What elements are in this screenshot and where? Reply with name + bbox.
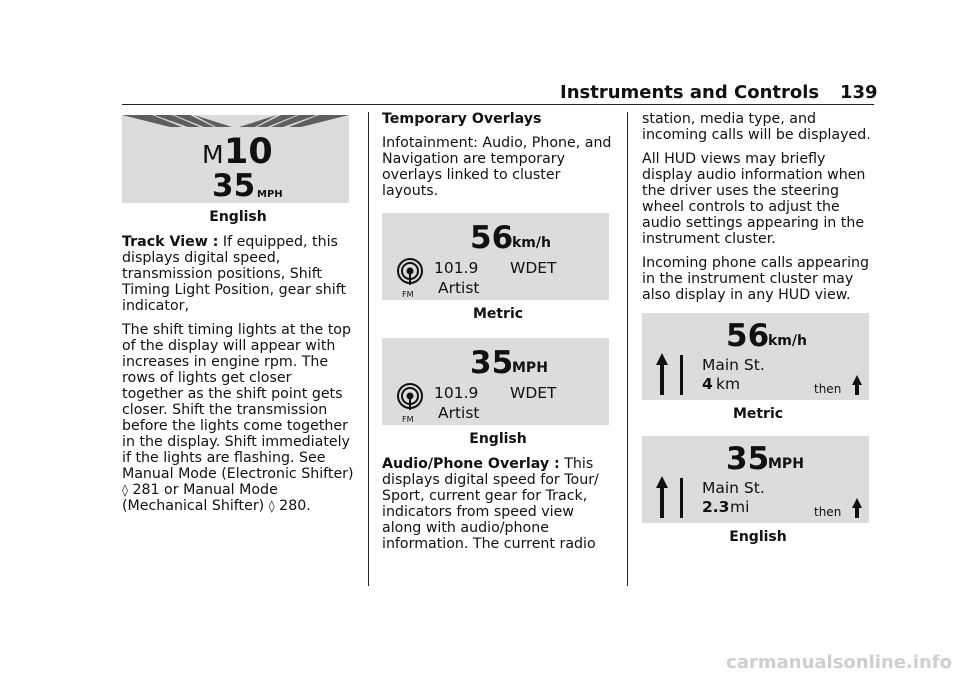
divider-bar	[680, 355, 683, 395]
speed-value: 35	[726, 441, 770, 477]
gear-number: 10	[224, 132, 273, 172]
street-name: Main St.	[702, 356, 765, 374]
speed-unit: MPH	[768, 456, 804, 472]
artist-name: Artist	[438, 279, 480, 297]
column-divider-2	[627, 112, 628, 586]
speed-unit: MPH	[512, 360, 548, 376]
next-arrow-icon	[852, 498, 862, 518]
watermark: carmanualsonline.info	[726, 652, 952, 673]
section-heading: Temporary Overlays	[382, 111, 542, 127]
track-view-label: Track View :	[122, 234, 219, 250]
speed-value: 56	[726, 318, 770, 354]
figure-caption: Metric	[472, 306, 524, 322]
shift-lights-paragraph: The shift timing lights at the top of the display will appear with increases in engine rpm. The rows of lights get closer together as the shift point gets closer. Shift the transmission before the lights come together in the display. Shift immediately if the lights are flashing. See Manual Mode (Electronic Shifter) ◊ 281 or Manual Mode (Mechanical Shifter) ◊ 280.	[122, 322, 354, 514]
header-rule	[122, 104, 874, 105]
audio-overlay-english-figure	[382, 338, 609, 425]
artist-name: Artist	[438, 404, 480, 422]
divider-bar	[680, 478, 683, 518]
band-label: FM	[402, 415, 414, 424]
frequency: 101.9	[434, 259, 479, 277]
speed-value: 56	[470, 220, 514, 256]
next-arrow-icon	[852, 375, 862, 395]
distance-value: 2.3	[702, 498, 730, 516]
figure-caption: English	[729, 529, 787, 545]
phone-calls-paragraph: Incoming phone calls appearing in the instrument cluster may also display in any HUD view.	[642, 255, 870, 303]
column-divider-1	[368, 112, 369, 586]
speed-value: 35	[470, 345, 514, 381]
nav-overlay-metric-figure	[642, 313, 869, 400]
audio-overlay-metric-figure	[382, 213, 609, 300]
column-2	[382, 111, 614, 560]
distance-unit: mi	[730, 498, 750, 516]
frequency: 101.9	[434, 384, 479, 402]
continued-paragraph: station, media type, and incoming calls will be displayed.	[642, 111, 871, 143]
column-3	[642, 111, 874, 554]
distance-value: 4	[702, 375, 713, 393]
speed-value: 35	[212, 168, 256, 203]
then-label: then	[814, 505, 842, 519]
track-view-figure	[122, 115, 349, 203]
station-name: WDET	[510, 384, 557, 402]
gear-mode-letter: M	[202, 140, 224, 169]
column-1	[122, 115, 354, 522]
figure-caption: English	[469, 431, 527, 447]
cross-reference-icon: ◊	[268, 499, 275, 513]
audio-phone-label: Audio/Phone Overlay :	[382, 456, 560, 472]
hud-audio-paragraph: All HUD views may briefly display audio information when the driver uses the steering wheel controls to adjust the audio settings appearing in the instrument cluster.	[642, 151, 866, 247]
overlays-paragraph: Infotainment: Audio, Phone, and Navigation are temporary overlays linked to cluster layouts.	[382, 135, 612, 199]
distance-unit: km	[716, 375, 741, 393]
nav-overlay-english-figure	[642, 436, 869, 523]
band-label: FM	[402, 290, 414, 299]
page-header-title: Instruments and Controls	[560, 82, 820, 103]
figure-caption: Metric	[732, 406, 784, 422]
speed-unit: km/h	[512, 235, 551, 251]
page-number: 139	[840, 82, 878, 103]
cross-reference-page[interactable]: 280.	[274, 498, 311, 514]
speed-unit: km/h	[768, 333, 807, 349]
cross-reference-icon: ◊	[122, 483, 128, 497]
then-label: then	[814, 382, 842, 396]
speed-unit: MPH	[257, 189, 283, 200]
audio-phone-paragraph: Audio/Phone Overlay : This displays digital speed for Tour/ Sport, current gear for Track, indicators from speed view along with audio/phone information. The current radio	[382, 456, 599, 552]
straight-arrow-icon	[656, 476, 668, 518]
straight-arrow-icon	[656, 353, 668, 395]
figure-caption: English	[209, 209, 267, 225]
station-name: WDET	[510, 259, 557, 277]
street-name: Main St.	[702, 479, 765, 497]
cross-reference-page[interactable]: 281 or	[127, 482, 179, 498]
track-view-paragraph: Track View : If equipped, this displays digital speed, transmission positions, Shift Timing Light Position, gear shift indicator,	[122, 234, 347, 314]
